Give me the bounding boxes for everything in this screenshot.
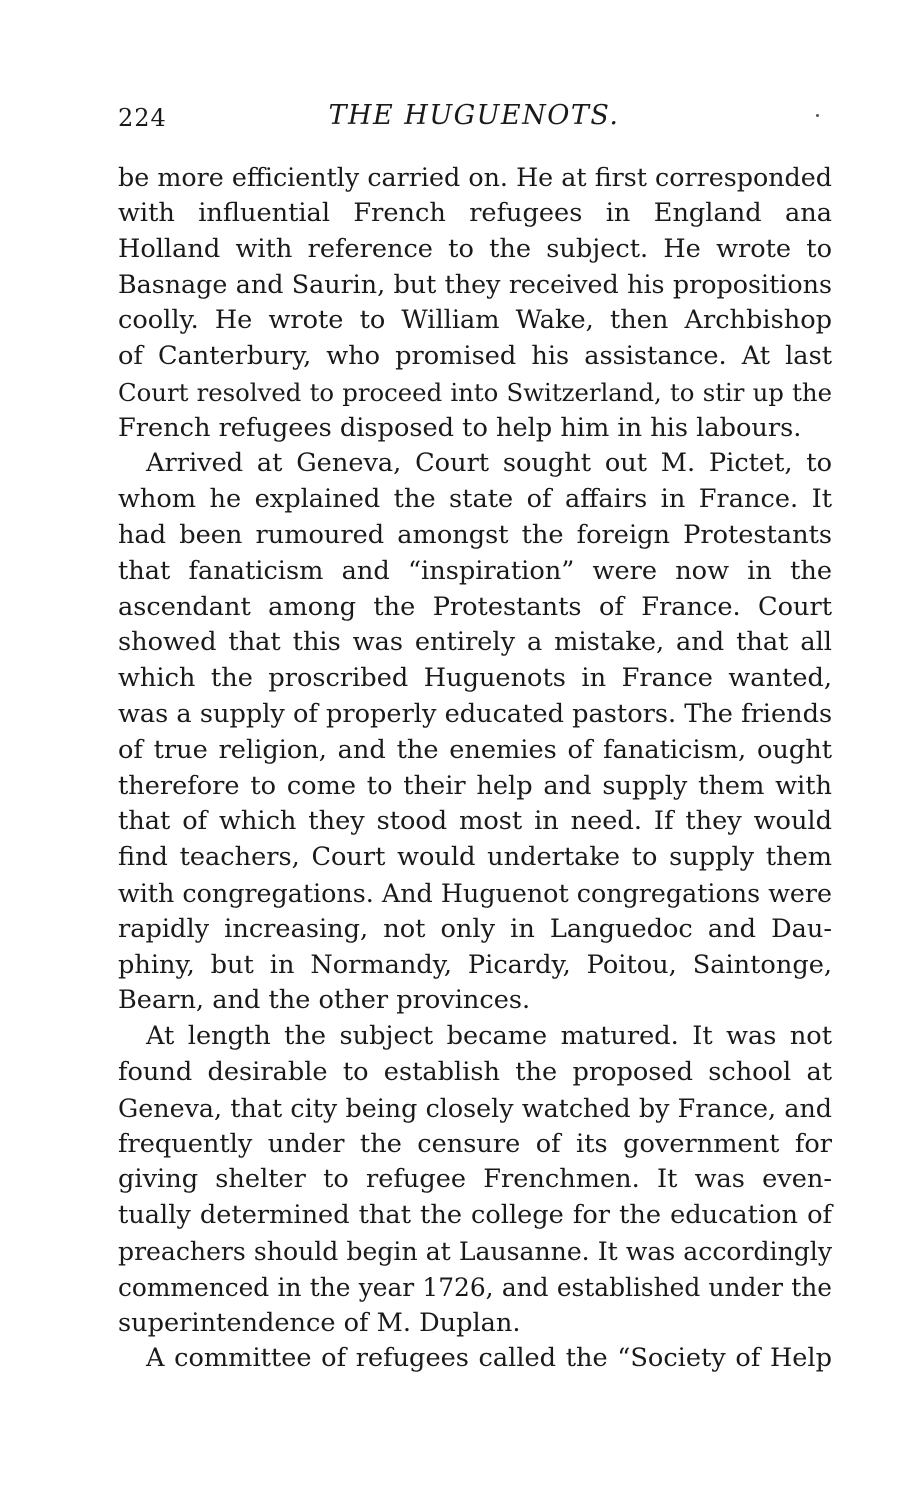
text-line: tually determined that the college for the education of [118, 1200, 832, 1231]
text-line: Arrived at Geneva, Court sought out M. Pictet, to [146, 448, 832, 479]
text-line: that fanaticism and “inspiration” were now in the [118, 555, 832, 586]
text-line: which the proscribed Huguenots in France wanted, [118, 663, 832, 694]
ink-speck [816, 114, 819, 117]
text-line: Bearn, and the other provinces. [118, 985, 531, 1016]
text-line: Holland with reference to the subject. He wrote to [118, 233, 832, 264]
paragraph-2 [118, 446, 832, 1019]
text-line: superintendence of M. Duplan. [118, 1307, 521, 1338]
running-title: THE HUGUENOTS. [328, 100, 620, 131]
text-line: At length the subject became matured. It was not [146, 1021, 832, 1052]
text-line: therefore to come to their help and supply them with [118, 770, 832, 801]
text-line: find teachers, Court would undertake to supply them [118, 842, 832, 873]
text-line: of Canterbury, who promised his assistance. At last [118, 340, 832, 371]
text-line: Court resolved to proceed into Switzerland, to stir up the [118, 377, 832, 407]
text-line: with influential French refugees in England ana [118, 197, 832, 228]
text-line: ascendant among the Protestants of France. Court [118, 591, 832, 622]
text-line: coolly. He wrote to William Wake, then Archbishop [118, 305, 832, 336]
text-line: that of which they stood most in need. If they would [118, 806, 832, 837]
paragraph-4 [118, 1341, 832, 1377]
paragraph-3 [118, 1019, 832, 1341]
text-line: be more efficiently carried on. He at first corresponded [118, 162, 832, 192]
page-number: 224 [118, 104, 167, 132]
body-text [118, 160, 832, 1377]
text-line: Basnage and Saurin, but they received his propositions [118, 269, 832, 300]
text-line: was a supply of properly educated pastors. The friends [118, 698, 833, 729]
text-line: showed that this was entirely a mistake, and that all [118, 627, 832, 658]
running-head [118, 100, 830, 140]
text-line: French refugees disposed to help him in his labours. [118, 412, 802, 443]
text-line: whom he explained the state of affairs in France. It [118, 484, 832, 515]
text-line: had been rumoured amongst the foreign Protestants [118, 519, 832, 550]
text-line: preachers should begin at Lausanne. It was accordingly [118, 1236, 832, 1266]
text-line: rapidly increasing, not only in Languedoc and Dau- [118, 913, 832, 944]
text-line: of true religion, and the enemies of fanaticism, ought [118, 734, 832, 765]
text-line: found desirable to establish the proposed school at [118, 1056, 832, 1087]
text-line: giving shelter to refugee Frenchmen. It was even- [118, 1164, 832, 1195]
text-line: A committee of refugees called the “Society of Help [146, 1343, 832, 1374]
text-line: Geneva, that city being closely watched by France, and [118, 1092, 832, 1123]
text-line: commenced in the year 1726, and established under the [118, 1272, 832, 1302]
text-line: frequently under the censure of its government for [118, 1128, 832, 1159]
paragraph-1 [118, 160, 832, 446]
text-line: phiny, but in Normandy, Picardy, Poitou, Saintonge, [118, 949, 832, 980]
text-line: with congregations. And Huguenot congregations were [118, 877, 832, 908]
